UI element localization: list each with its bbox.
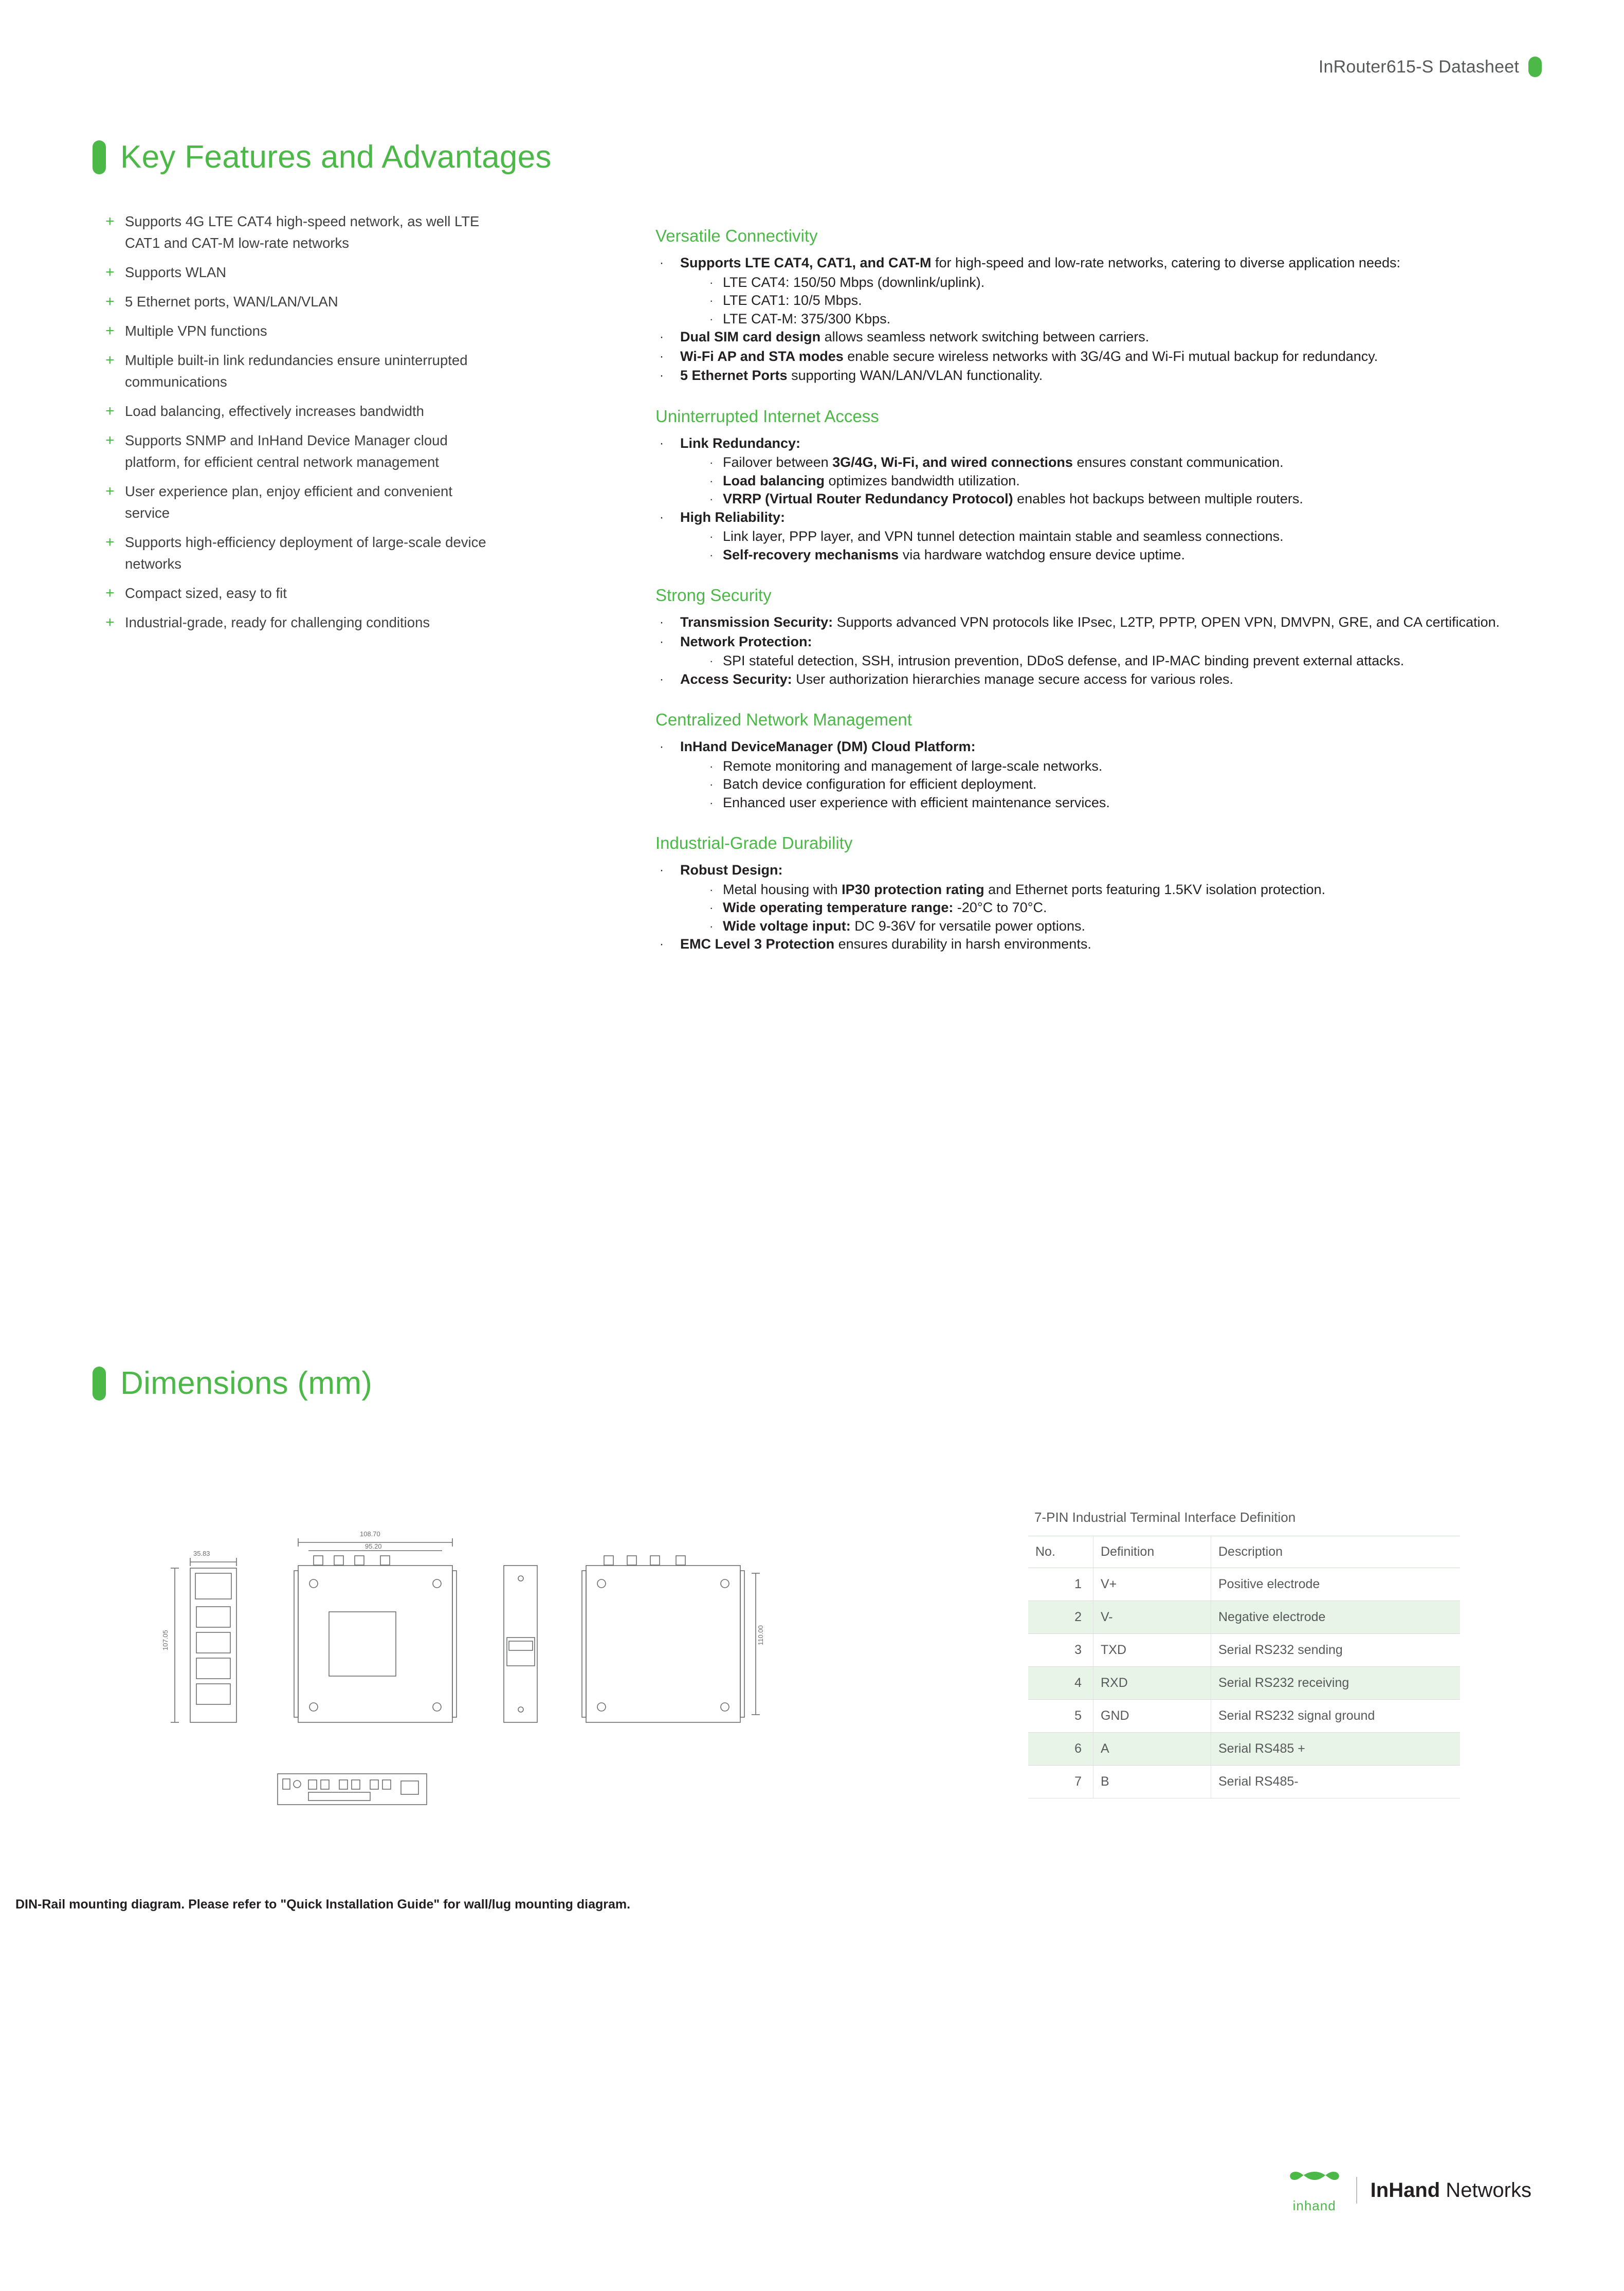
table-cell: RXD (1093, 1667, 1211, 1700)
table-row (1028, 1568, 1460, 1601)
table-row (1028, 1634, 1460, 1667)
bullet-text: Transmission Security: Supports advanced VPN protocols like IPsec, L2TP, PPTP, OPEN VPN, DMVPN, GRE, and CA certification. (680, 614, 1500, 630)
bullet-item (655, 670, 1560, 689)
table-cell: Serial RS232 signal ground (1211, 1700, 1461, 1733)
logo-wordmark: inhand (1292, 2198, 1336, 2213)
sub-bullet-text: Wide operating temperature range: -20°C to 70°C. (723, 900, 1047, 915)
sub-bullet-dot-icon: · (709, 276, 714, 289)
sub-bullet-dot-icon: · (709, 883, 714, 896)
pin-table-title: 7-PIN Industrial Terminal Interface Definition (1028, 1506, 1460, 1536)
page-header (1319, 57, 1542, 77)
bullet-text: 5 Ethernet Ports supporting WAN/LAN/VLAN functionality. (680, 368, 1043, 383)
table-cell: 7 (1028, 1766, 1093, 1798)
sub-bullet-text: SPI stateful detection, SSH, intrusion prevention, DDoS defense, and IP-MAC binding prevent external attacks. (723, 653, 1404, 668)
dimension-caption: DIN-Rail mounting diagram. Please refer to "Quick Installation Guide" for wall/lug mounting diagram. (15, 1897, 631, 1912)
svg-text:110.00: 110.00 (757, 1625, 764, 1645)
bullet-dot-icon: · (660, 634, 664, 649)
feature-list-item (105, 350, 496, 393)
bullet-dot-icon: · (660, 672, 664, 686)
sub-bullet-dot-icon: · (709, 759, 714, 773)
bullet-item (655, 508, 1560, 527)
pin-table-column-header: Description (1211, 1536, 1461, 1568)
pin-table-header-row (1028, 1536, 1460, 1568)
bullet-text: Link Redundancy: (680, 435, 801, 451)
bullet-dot-icon: · (660, 369, 664, 383)
plus-icon: + (105, 322, 115, 339)
bullet-dot-icon: · (660, 510, 664, 524)
title-accent-bar (93, 140, 106, 174)
section-title-text: Key Features and Advantages (120, 139, 552, 175)
feature-list-item (105, 211, 496, 254)
sub-bullet-item (709, 757, 1560, 776)
svg-text:108.70: 108.70 (360, 1530, 380, 1538)
table-cell: 6 (1028, 1733, 1093, 1766)
dimension-drawing-svg (93, 1506, 925, 1907)
table-row (1028, 1601, 1460, 1634)
bullet-text: Dual SIM card design allows seamless network switching between carriers. (680, 329, 1149, 344)
plus-icon: + (105, 352, 115, 369)
feature-list-item-label: Supports SNMP and InHand Device Manager cloud platform, for efficient central network management (125, 432, 448, 470)
table-cell: Serial RS232 sending (1211, 1634, 1461, 1667)
bullet-dot-icon: · (660, 349, 664, 363)
feature-list-item (105, 583, 496, 604)
group-body (655, 254, 1560, 385)
bullet-text: InHand DeviceManager (DM) Cloud Platform: (680, 739, 976, 754)
sub-bullet-item (709, 274, 1560, 292)
sub-bullet-item (709, 652, 1560, 670)
table-row (1028, 1667, 1460, 1700)
sub-bullet-dot-icon: · (709, 778, 714, 791)
plus-icon: + (105, 614, 115, 631)
svg-text:107.05: 107.05 (161, 1630, 169, 1650)
bullet-item (655, 434, 1560, 453)
bullet-item (655, 935, 1560, 954)
plus-icon: + (105, 403, 115, 420)
feature-list-item (105, 291, 496, 313)
feature-list-item-label: Multiple VPN functions (125, 323, 267, 339)
bullet-item (655, 254, 1560, 272)
bullet-item (655, 367, 1560, 385)
plus-icon: + (105, 483, 115, 500)
sub-bullet-dot-icon: · (709, 901, 714, 914)
group-heading: Uninterrupted Internet Access (655, 406, 879, 426)
table-cell: Serial RS485 + (1211, 1733, 1461, 1766)
sub-bullet-text: Enhanced user experience with efficient maintenance services. (723, 794, 1110, 810)
sub-bullet-item (709, 310, 1560, 329)
sub-bullet-item (709, 472, 1560, 490)
feature-list-item-label: Multiple built-in link redundancies ensure uninterrupted communications (125, 352, 468, 390)
sub-bullet-text: LTE CAT4: 150/50 Mbps (downlink/uplink). (723, 274, 985, 290)
page-footer (1286, 2167, 1531, 2214)
pin-table-section (1028, 1506, 1460, 1798)
sub-bullet-text: Wide voltage input: DC 9-36V for versatile power options. (723, 918, 1085, 934)
infinity-logo-icon (1286, 2167, 1343, 2195)
feature-list-item (105, 532, 496, 575)
group-heading: Strong Security (655, 586, 772, 605)
svg-text:95.20: 95.20 (365, 1542, 382, 1550)
sub-bullet-dot-icon: · (709, 493, 714, 505)
sub-bullet-dot-icon: · (709, 456, 714, 469)
table-cell: 4 (1028, 1667, 1093, 1700)
table-cell: TXD (1093, 1634, 1211, 1667)
plus-icon: + (105, 213, 115, 230)
feature-list (105, 211, 496, 641)
bullet-dot-icon: · (660, 937, 664, 951)
bullet-dot-icon: · (660, 615, 664, 629)
pin-table-column-header: Definition (1093, 1536, 1211, 1568)
table-cell: V+ (1093, 1568, 1211, 1601)
table-cell: GND (1093, 1700, 1211, 1733)
sub-bullet-item (709, 775, 1560, 794)
feature-list-item-label: Compact sized, easy to fit (125, 585, 287, 601)
group-body (655, 738, 1560, 812)
group-body (655, 434, 1560, 565)
plus-icon: + (105, 534, 115, 551)
section-title-text: Dimensions (mm) (120, 1366, 373, 1401)
bullet-item (655, 328, 1560, 347)
header-accent-dot (1528, 57, 1542, 77)
table-cell: B (1093, 1766, 1211, 1798)
sub-bullet-text: Remote monitoring and management of large-scale networks. (723, 758, 1103, 774)
footer-divider (1356, 2177, 1357, 2204)
sub-bullet-text: Load balancing optimizes bandwidth utilization. (723, 472, 1020, 488)
header-title: InRouter615-S Datasheet (1318, 57, 1519, 77)
group-body (655, 613, 1560, 688)
bullet-text: Wi-Fi AP and STA modes enable secure wireless networks with 3G/4G and Wi-Fi mutual backup for redundancy. (680, 348, 1378, 364)
dimension-drawings (93, 1506, 925, 1907)
sub-bullet-dot-icon: · (709, 474, 714, 487)
feature-list-item-label: Supports 4G LTE CAT4 high-speed network, as well LTE CAT1 and CAT-M low-rate networks (125, 213, 480, 251)
sub-bullet-text: Failover between 3G/4G, Wi-Fi, and wired connections ensures constant communication. (723, 454, 1284, 470)
group-heading: Versatile Connectivity (655, 226, 818, 245)
feature-list-item-label: Load balancing, effectively increases bandwidth (125, 403, 424, 419)
bullet-dot-icon: · (660, 256, 664, 270)
table-cell: 5 (1028, 1700, 1093, 1733)
footer-brand-bold: InHand (1370, 2178, 1440, 2202)
bullet-item (655, 861, 1560, 880)
bullet-dot-icon: · (660, 863, 664, 877)
sub-bullet-dot-icon: · (709, 919, 714, 933)
feature-list-item-label: 5 Ethernet ports, WAN/LAN/VLAN (125, 294, 338, 310)
sub-bullet-text: Self-recovery mechanisms via hardware watchdog ensure device uptime. (723, 547, 1185, 562)
sub-bullet-text: Metal housing with IP30 protection rating and Ethernet ports featuring 1.5KV isolation protection. (723, 881, 1326, 897)
svg-text:35.83: 35.83 (193, 1550, 210, 1557)
table-cell: 1 (1028, 1568, 1093, 1601)
feature-list-item (105, 401, 496, 422)
sub-bullet-dot-icon: · (709, 530, 714, 543)
feature-list-item (105, 262, 496, 283)
bullet-text: Access Security: User authorization hierarchies manage secure access for various roles. (680, 671, 1234, 687)
sub-bullet-dot-icon: · (709, 312, 714, 325)
group-heading: Centralized Network Management (655, 710, 912, 729)
group-body (655, 861, 1560, 954)
feature-list-item-label: Supports high-efficiency deployment of large-scale device networks (125, 534, 486, 572)
bullet-text: High Reliability: (680, 509, 786, 525)
table-cell: Negative electrode (1211, 1601, 1461, 1634)
bullet-dot-icon: · (660, 740, 664, 754)
table-cell: Serial RS232 receiving (1211, 1667, 1461, 1700)
sub-bullet-dot-icon: · (709, 796, 714, 809)
feature-list-item-label: Supports WLAN (125, 264, 227, 280)
table-cell: 3 (1028, 1634, 1093, 1667)
table-cell: Serial RS485- (1211, 1766, 1461, 1798)
sub-bullet-item (709, 528, 1560, 546)
title-accent-bar (93, 1367, 106, 1401)
sub-bullet-dot-icon: · (709, 294, 714, 307)
sub-bullet-dot-icon: · (709, 654, 714, 667)
plus-icon: + (105, 432, 115, 449)
plus-icon: + (105, 293, 115, 310)
footer-brand-rest: Networks (1440, 2178, 1531, 2202)
bullet-item (655, 633, 1560, 651)
group-heading: Industrial-Grade Durability (655, 833, 853, 852)
sub-bullet-item (709, 899, 1560, 917)
feature-list-item (105, 612, 496, 633)
bullet-text: Robust Design: (680, 862, 783, 878)
table-cell: V- (1093, 1601, 1211, 1634)
inhand-logo (1286, 2167, 1343, 2214)
table-row (1028, 1733, 1460, 1766)
bullet-text: Supports LTE CAT4, CAT1, and CAT-M for high-speed and low-rate networks, catering to diverse application needs: (680, 255, 1400, 270)
sub-bullet-item (709, 292, 1560, 310)
feature-list-item-label: User experience plan, enjoy efficient and convenient service (125, 483, 452, 521)
table-cell: Positive electrode (1211, 1568, 1461, 1601)
sub-bullet-item (709, 546, 1560, 565)
sub-bullet-text: Link layer, PPP layer, and VPN tunnel detection maintain stable and seamless connections. (723, 529, 1284, 544)
table-row (1028, 1700, 1460, 1733)
bullet-dot-icon: · (660, 436, 664, 450)
table-row (1028, 1766, 1460, 1798)
bullet-text: Network Protection: (680, 633, 812, 649)
feature-list-item (105, 320, 496, 342)
bullet-text: EMC Level 3 Protection ensures durability in harsh environments. (680, 936, 1091, 952)
sub-bullet-text: LTE CAT1: 10/5 Mbps. (723, 293, 862, 308)
sub-bullet-item (709, 453, 1560, 472)
bullet-item (655, 738, 1560, 756)
plus-icon: + (105, 585, 115, 602)
plus-icon: + (105, 264, 115, 281)
sub-bullet-dot-icon: · (709, 548, 714, 561)
sub-bullet-text: LTE CAT-M: 375/300 Kbps. (723, 311, 891, 326)
feature-detail-groups (655, 226, 1560, 957)
feature-list-item (105, 430, 496, 473)
sub-bullet-text: Batch device configuration for efficient deployment. (723, 776, 1037, 792)
sub-bullet-item (709, 917, 1560, 936)
feature-list-item-label: Industrial-grade, ready for challenging conditions (125, 614, 430, 630)
bullet-item (655, 348, 1560, 366)
pin-table (1028, 1536, 1460, 1798)
bullet-item (655, 613, 1560, 632)
table-cell: 2 (1028, 1601, 1093, 1634)
bullet-dot-icon: · (660, 330, 664, 344)
sub-bullet-item (709, 794, 1560, 812)
sub-bullet-item (709, 490, 1560, 508)
feature-list-item (105, 481, 496, 524)
table-cell: A (1093, 1733, 1211, 1766)
footer-brand (1371, 2179, 1531, 2202)
section-title-dimensions (93, 1365, 372, 1402)
sub-bullet-text: VRRP (Virtual Router Redundancy Protocol) enables hot backups between multiple routers. (723, 491, 1303, 506)
section-title-key-features (93, 139, 552, 175)
sub-bullet-item (709, 881, 1560, 899)
pin-table-column-header: No. (1028, 1536, 1093, 1568)
